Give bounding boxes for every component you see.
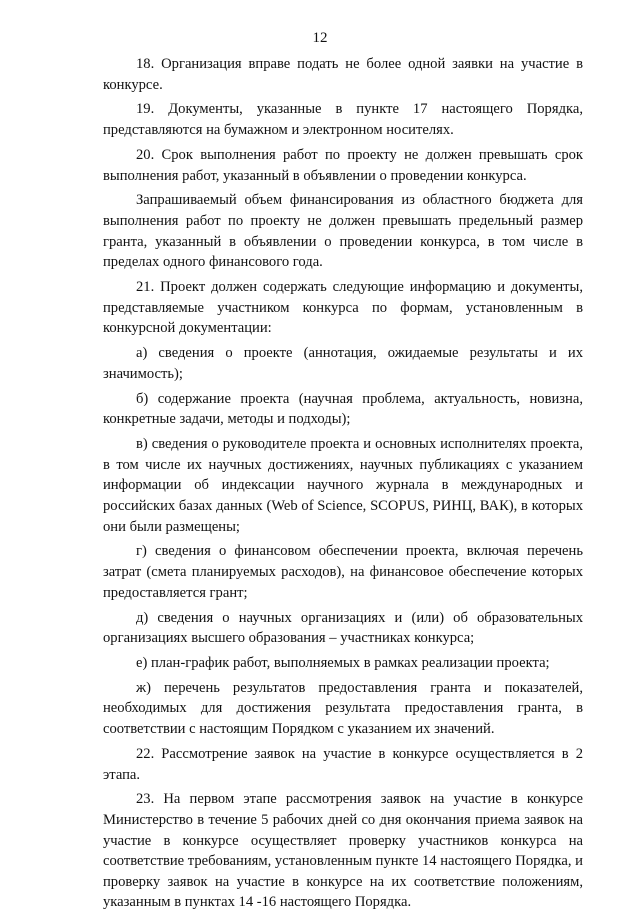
paragraph-18: 18. Организация вправе подать не более одной заявки на участие в конкурсе. [103, 56, 583, 93]
list-item-a: а) сведения о проекте (аннотация, ожидаемые результаты и их значимость); [103, 345, 583, 382]
list-item-zh: ж) перечень результатов предоставления гранта и показателей, необходимых для достижения результата предоставления гранта, в соответствии с настоящим Порядком с указанием их значений. [103, 679, 583, 738]
paragraph-22: 22. Рассмотрение заявок на участие в конкурсе осуществляется в 2 этапа. [103, 745, 583, 783]
list-item-v: в) сведения о руководителе проекта и основных исполнителях проекта, в том числе их научных достижениях, научных публикациях с указанием информации об индексации научного журнала в международных и российских базах данных (Web of Science, SCOPUS, РИНЦ, ВАК), в которых они были размещены; [103, 436, 583, 535]
list-item-e: е) план-график работ, выполняемых в рамках реализации проекта; [136, 655, 550, 671]
paragraph-20-funding: Запрашиваемый объем финансирования из областного бюджета для выполнения работ по проекту не должен превышать предельный размер гранта, указанный в объявлении о проведении конкурса, в том числе в пределах одного финансового года. [103, 192, 583, 271]
list-item-g: г) сведения о финансовом обеспечении проекта, включая перечень затрат (смета планируемых расходов), на финансовое обеспечение которых предоставляется грант; [103, 543, 583, 601]
page-number: 12 [312, 30, 328, 46]
list-item-d: д) сведения о научных организациях и (или) об образовательных организациях высшего образования – участниках конкурса; [103, 609, 583, 647]
paragraph-19: 19. Документы, указанные в пункте 17 настоящего Порядка, представляются на бумажном и электронном носителях. [103, 101, 583, 139]
list-item-b: б) содержание проекта (научная проблема, актуальность, новизна, конкретные задачи, методы и подходы); [103, 390, 583, 428]
paragraph-23: 23. На первом этапе рассмотрения заявок на участие в конкурсе Министерство в течение 5 рабочих дней со дня окончания приема заявок на участие в конкурсе осуществляет проверку участников конкурса на соответствие требованиям, установленным пункте 14 настоящего Порядка, и проверку заявок на участие в конкурсе на их соответствие положениям, указанным в пунктах 14 -16 настоящего Порядка. [103, 791, 583, 911]
document-body [103, 54, 583, 917]
paragraph-21: 21. Проект должен содержать следующие информацию и документы, представляемые участником конкурса по формам, установленным в конкурсной документации: [103, 279, 583, 337]
paragraph-20: 20. Срок выполнения работ по проекту не должен превышать срок выполнения работ, указанный в объявлении о проведении конкурса. [103, 146, 583, 184]
